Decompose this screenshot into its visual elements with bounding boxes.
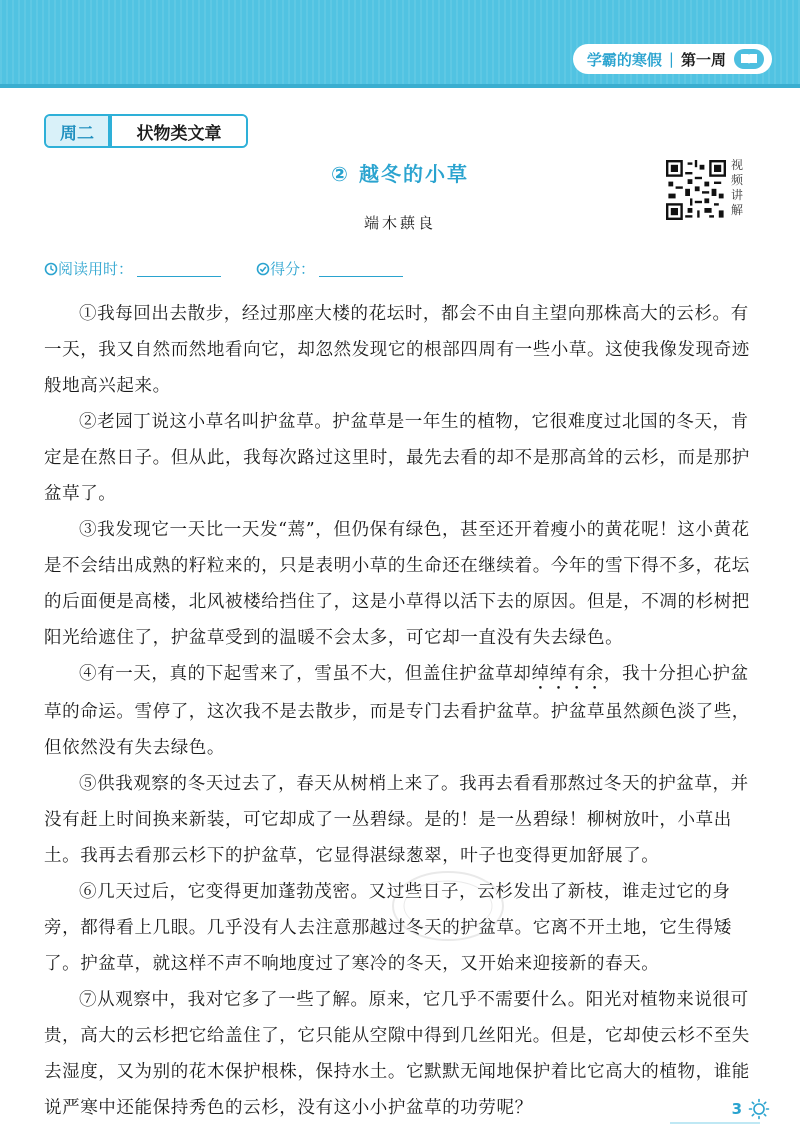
reading-time-label: 阅读用时： [58, 260, 134, 278]
check-circle-icon [256, 262, 270, 276]
series-separator: | [668, 50, 674, 68]
paragraph-5: ⑤供我观察的冬天过去了，春天从树梢上来了。我再去看看那熬过冬天的护盆草，并没有赶上时间换来新装，可它却成了一丛碧绿。是的！是一丛碧绿！柳树放叶，小草出土。我再去看那云杉下的护盆草，它显得湛绿葱翠，叶子也变得更加舒展了。 [44, 774, 749, 866]
header-bar [0, 0, 800, 88]
section-topic: 状物类文章 [112, 116, 246, 146]
paragraph-4-start: ④有一天，真的下起雪来了，雪虽不大，但盖住护盆草却 [79, 664, 532, 684]
clock-icon [44, 262, 58, 276]
series-badge [573, 44, 772, 74]
article-body [44, 296, 756, 1126]
paragraph-2: ②老园丁说这小草名叫护盆草。护盆草是一年生的植物，它很难度过北国的冬天，肯定是在熬日子。但从此，我每次路过这里时，最先去看的却不是那高耸的云杉，而是那护盆草了。 [44, 412, 750, 504]
qr-caption: 视频讲解 [731, 158, 744, 217]
reading-time-blank[interactable] [137, 276, 221, 277]
score-label: 得分： [270, 260, 316, 278]
section-day: 周二 [46, 116, 108, 146]
paragraph-7: ⑦从观察中，我对它多了一些了解。原来，它几乎不需要什么。阳光对植物来说很可贵，高大的云杉把它给盖住了，它只能从空隙中得到几丝阳光。但是，它却使云杉不至失去湿度，又为别的花木保护根株，保持水土。它默默无闻地保护着比它高大的植物，谁能说严寒中还能保持秀色的云杉，没有这小小护盆草的功劳呢？ [44, 990, 750, 1118]
section-tag [44, 114, 248, 148]
sun-icon [748, 1098, 770, 1120]
score-field[interactable] [256, 258, 403, 279]
paragraph-4-end: ，我十分担心护盆草的命运。雪停了，这次我不是去散步，而是专门去看护盆草。护盆草虽然颜色淡了些，但依然没有失去绿色。 [44, 664, 750, 758]
paragraph-6: ⑥几天过后，它变得更加蓬勃茂密。又过些日子，云杉发出了新枝，谁走过它的身旁，都得看上几眼。几乎没有人去注意那越过冬天的护盆草。它离不开土地，它生得矮了。护盆草，就这样不声不响地度过了寒冷的冬天，又开始来迎接新的春天。 [44, 882, 732, 974]
week-label: 第一周 [680, 50, 726, 69]
article-title: ② 越冬的小草 [331, 162, 469, 186]
meta-row [44, 258, 444, 282]
qr-code-icon[interactable] [666, 160, 726, 220]
book-icon [734, 49, 764, 69]
footer-line [670, 1122, 760, 1124]
emphasized-phrase: 绰绰有余 [531, 664, 604, 684]
reading-time-field[interactable] [44, 258, 221, 279]
score-blank[interactable] [319, 276, 403, 277]
paragraph-3: ③我发现它一天比一天发“蔫”，但仍保有绿色，甚至还开着瘦小的黄花呢！这小黄花是不会结出成熟的籽粒来的，只是表明小草的生命还在继续着。今年的雪下得不多，花坛的后面便是高楼，北风被楼给挡住了，这是小草得以活下去的原因。但是，不凋的杉树把阳光给遮住了，护盆草受到的温暖不会太多，可它却一直没有失去绿色。 [44, 520, 750, 648]
paragraph-1: ①我每回出去散步，经过那座大楼的花坛时，都会不由自主望向那株高大的云杉。有一天，我又自然而然地看向它，却忽然发现它的根部四周有一些小草。这使我像发现奇迹般地高兴起来。 [44, 304, 750, 396]
article-author: 端木蕻良 [363, 214, 436, 232]
page-number: 3 [731, 1100, 742, 1118]
paragraph-4 [44, 656, 756, 766]
series-name: 学霸的寒假 [586, 50, 662, 69]
